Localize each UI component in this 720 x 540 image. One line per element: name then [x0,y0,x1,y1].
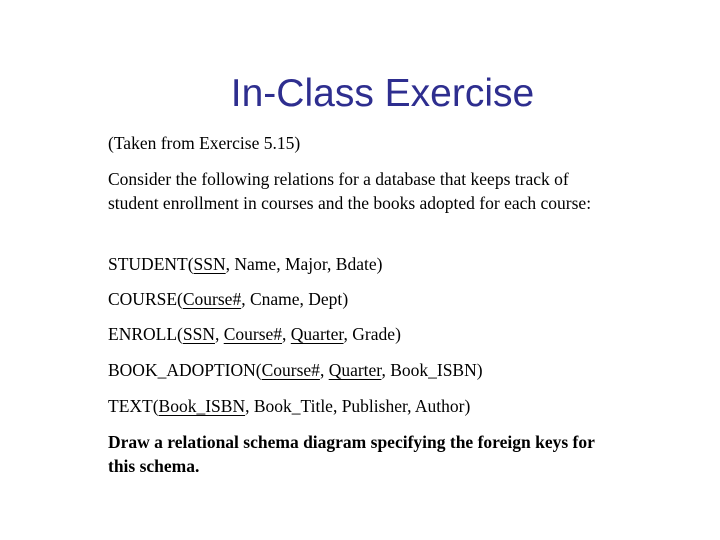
attribute-separator: , [276,254,285,274]
attribute-separator: , [282,324,291,344]
attribute-separator: , [319,360,329,380]
key-attribute: Quarter [328,360,382,380]
relation-name: TEXT [108,396,153,416]
key-attribute: SSN [182,324,215,344]
relation-student [108,252,608,276]
intro-paragraph: Consider the following relations for a database that keeps track of student enrollment in courses and the books adopted for each course: [108,169,592,213]
key-attribute: Course# [261,360,320,380]
attribute: Publisher [341,396,408,416]
attribute-separator: , [241,289,250,309]
attribute: Author [414,396,465,416]
relation-name: STUDENT [108,254,188,274]
attribute-separator: , [214,324,224,344]
task-instruction: Draw a relational schema diagram specifying the foreign keys for this schema. [108,432,595,476]
open-paren: ( [255,360,262,380]
close-paren: ) [464,396,471,416]
key-attribute: SSN [193,254,226,274]
close-paren: ) [395,324,401,344]
key-attribute: Quarter [290,324,344,344]
relation-name: COURSE [108,289,178,309]
attribute-separator: , [299,289,309,309]
relation-course [108,287,608,311]
open-paren: ( [152,396,159,416]
attribute-separator: , [332,396,342,416]
close-paren: ) [476,360,483,380]
source-note: (Taken from Exercise 5.15) [108,133,301,153]
relation-name: BOOK_ADOPTION [108,360,256,380]
key-attribute: Course# [223,324,283,344]
attribute-separator: , [407,396,415,416]
open-paren: ( [177,324,183,344]
key-attribute: Course# [182,289,242,309]
relation-text [108,394,608,418]
attribute: Major [284,254,328,274]
attribute: Grade [352,324,396,344]
close-paren: ) [342,289,349,309]
key-attribute: Book_ISBN [158,396,246,416]
open-paren: ( [187,254,194,274]
attribute-separator: , [225,254,235,274]
attribute: Book_Title [253,396,333,416]
attribute: Name [234,254,277,274]
attribute: Dept [308,289,343,309]
attribute-separator: , [381,360,391,380]
attribute-separator: , [343,324,353,344]
relation-name: ENROLL [108,324,178,344]
attribute-separator: , [245,396,254,416]
attribute: Cname [249,289,300,309]
slide-title: In-Class Exercise [230,72,535,115]
open-paren: ( [177,289,183,309]
relation-enroll [108,322,608,346]
attribute: Book_ISBN [390,360,477,380]
relation-book-adoption [108,358,608,382]
close-paren: ) [376,254,383,274]
attribute: Bdate [335,254,377,274]
attribute-separator: , [327,254,336,274]
